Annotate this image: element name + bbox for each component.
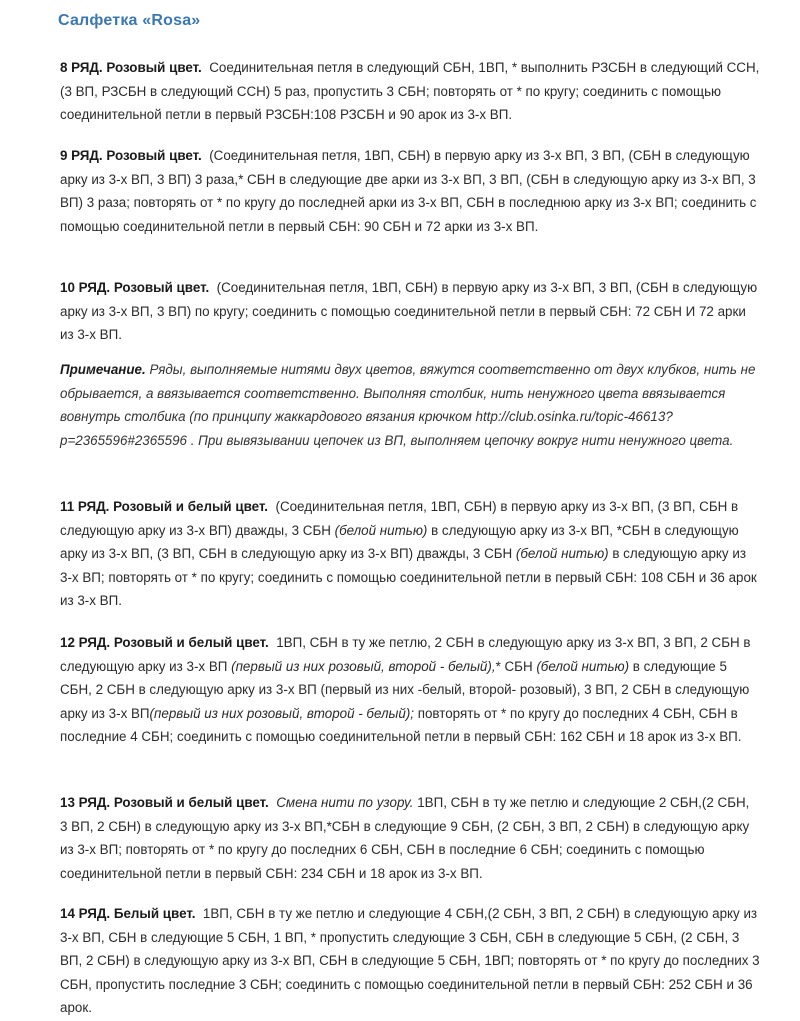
row-12-label: 12 РЯД. Розовый и белый цвет. [60, 635, 269, 650]
row-12-italic-3: (первый из них розовый, второй - белый); [149, 705, 414, 721]
row-11-italic-2: (белой нитью) [515, 546, 609, 561]
row-11-label: 11 РЯД. Розовый и белый цвет. [60, 499, 269, 514]
row-12-paragraph [60, 631, 760, 749]
row-9-label: 9 РЯД. Розовый цвет. [60, 148, 202, 163]
note-text: Ряды, выполняемые нитями двух цветов, вяжутся соответственно от двух клубков, нить не обрывается, а ввязывается соответственно. Выполняя столбик, нить ненужного цвета ввязывается вовнутрь столбика (по принципу жаккардового вязания крючком http://club.osinka.ru/topic-46613?p=2365596#2365596 . При вывязывании цепочек из ВП, выполняем цепочку вокруг нити ненужного цвета. [60, 362, 756, 448]
row-14-text-1: 1ВП, СБН в ту же петлю и следующие 4 СБН,(2 СБН, 3 ВП, 2 СБН) в следующую арку из 3-х ВП, СБН в следующие 5 СБН, 1 ВП, * пропустить следующие 3 СБН, СБН в следующие 5 СБН, (2 СБН, 3 ВП, 2 СБН) в следующую арку из 3-х ВП, СБН в следующие 5 СБН, 1ВП; повторять от * по кругу до последних 3 СБН, пропустить последние 3 СБН; соединить с помощью соединительной петли в первый СБН: 252 СБН и 36 арок. [60, 906, 760, 1015]
row-9-paragraph [60, 144, 760, 238]
note-label: Примечание. [60, 362, 146, 377]
row-11-italic-1: (белой нитью) [334, 522, 428, 538]
row-14-label: 14 РЯД. Белый цвет. [60, 906, 196, 921]
row-11-text-1: (Соединительная петля, 1ВП, СБН) в первую арку из 3-х ВП, (3 ВП, СБН в следующую арку из 3-х ВП) дважды, 3 СБН [60, 499, 739, 538]
row-10-text: (Соединительная петля, 1ВП, СБН) в первую арку из 3-х ВП, 3 ВП, (СБН в следующую арку из 3-х ВП, 3 ВП) по кругу; соединить с помощью соединительной петли в первый СБН: 72 СБН И 72 арки из 3-х ВП. [60, 280, 758, 342]
row-9-text: (Соединительная петля, 1ВП, СБН) в первую арку из 3-х ВП, 3 ВП, (СБН в следующую арку из 3-х ВП, 3 ВП) 3 раза,* СБН в следующие две арки из 3-х ВП, 3 ВП, (СБН в следующую арку из 3-х ВП, 3 ВП) 3 раза; повторять от * по кругу до последней арки из 3-х ВП, СБН в последнюю арку из 3-х ВП; соединить с помощью соединительной петли в первый СБН: 90 СБН и 72 арки из 3-х ВП. [60, 148, 757, 234]
row-8-text: Соединительная петля в следующий СБН, 1ВП, * выполнить РЗСБН в следующий ССН, (3 ВП, РЗСБН в следующий ССН) 5 раз, пропустить 3 СБН; повторять от * по кругу; соединить с помощью соединительной петли в первый РЗСБН:108 РЗСБН и 90 арок из 3-х ВП. [60, 60, 760, 122]
note-paragraph [60, 358, 760, 452]
row-12-text-2: * СБН [495, 658, 537, 674]
row-8-label: 8 РЯД. Розовый цвет. [60, 60, 202, 75]
row-13-text-1: 1ВП, СБН в ту же петлю и следующие 2 СБН,(2 СБН, 3 ВП, 2 СБН) в следующую арку из 3-х ВП,*СБН в следующие 9 СБН, (2 СБН, 3 ВП, 2 СБН) в следующую арку из 3-х ВП; повторять от * по кругу до последних 6 СБН, СБН в последние 6 СБН; соединить с помощью соединительной петли в первый СБН: 234 СБН и 18 арок из 3-х ВП. [60, 795, 750, 881]
row-13-paragraph [60, 791, 760, 885]
row-13-italic-1: Смена нити по узору. [276, 795, 414, 810]
row-10-label: 10 РЯД. Розовый цвет. [60, 280, 210, 295]
row-10-paragraph [60, 276, 760, 347]
page-title: Салфетка «Rosa» [58, 12, 201, 29]
row-14-paragraph [60, 902, 760, 1020]
row-11-text-3: в следующую арку из 3-х ВП; повторять от * по кругу; соединить с помощью соединительной петли в первый СБН: 108 СБН и 36 арок из 3-х ВП. [60, 546, 757, 608]
row-12-italic-2: (белой нитью) [536, 658, 630, 674]
row-8-paragraph [60, 56, 760, 127]
row-12-italic-1: (первый из них розовый, второй - белый), [231, 658, 496, 674]
row-12-text-1: 1ВП, СБН в ту же петлю, 2 СБН в следующую арку из 3-х ВП, 3 ВП, 2 СБН в следующую арку из 3-х ВП [60, 635, 751, 674]
row-11-text-2: в следующую арку из 3-х ВП, *СБН в следующую арку из 3-х ВП, (3 ВП, СБН в следующую арку из 3-х ВП) дважды, 3 СБН [60, 522, 739, 561]
row-12-text-4: повторять от * по кругу до последних 4 СБН, СБН в последние 4 СБН; соединить с помощью соединительной петли в первый СБН: 162 СБН и 18 арок из 3-х ВП. [60, 705, 742, 744]
row-12-text-3: в следующие 5 СБН, 2 СБН в следующую арку из 3-х ВП (первый из них -белый, второй- розовый), 3 ВП, 2 СБН в следующую арку из 3-х ВП [60, 658, 750, 721]
row-13-label: 13 РЯД. Розовый и белый цвет. [60, 795, 269, 810]
row-11-paragraph [60, 495, 760, 613]
